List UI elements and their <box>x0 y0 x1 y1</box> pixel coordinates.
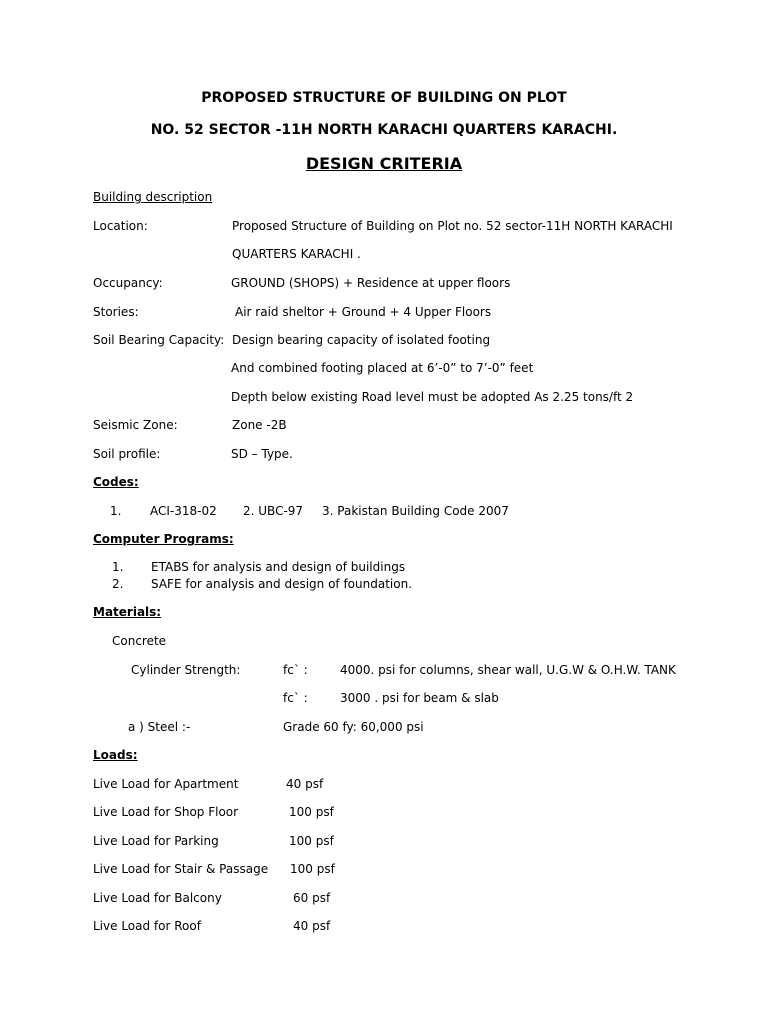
title-line-1: PROPOSED STRUCTURE OF BUILDING ON PLOT <box>201 90 567 106</box>
soil-bearing-line-2: And combined footing placed at 6’-0” to 7’-0” feet <box>231 361 534 375</box>
computer-programs-heading: Computer Programs: <box>93 532 234 546</box>
load-value-shop-floor: 100 psf <box>289 805 334 819</box>
load-value-stair-passage: 100 psf <box>290 862 335 876</box>
load-label-apartment: Live Load for Apartment <box>93 777 239 791</box>
title-line-2: NO. 52 SECTOR -11H NORTH KARACHI QUARTERS KARACHI. <box>150 122 618 138</box>
occupancy-value: GROUND (SHOPS) + Residence at upper floors <box>231 276 511 290</box>
steel-label: a ) Steel :- <box>128 720 191 734</box>
stories-label: Stories: <box>93 305 139 319</box>
load-value-roof: 40 psf <box>293 919 331 933</box>
steel-value: Grade 60 fy: 60,000 psi <box>283 720 424 734</box>
programs-item-2-number: 2. <box>112 577 124 591</box>
fc-symbol-1: fc` : <box>283 663 308 677</box>
occupancy-label: Occupancy: <box>93 276 163 290</box>
loads-heading: Loads: <box>93 748 138 762</box>
load-label-balcony: Live Load for Balcony <box>93 891 222 905</box>
soil-bearing-label: Soil Bearing Capacity: <box>93 333 225 347</box>
programs-item-1-number: 1. <box>112 560 124 574</box>
codes-item-2: 2. UBC-97 <box>243 504 304 518</box>
programs-item-1: ETABS for analysis and design of buildings <box>151 560 406 574</box>
codes-heading: Codes: <box>93 475 139 489</box>
fc-value-2: 3000 . psi for beam & slab <box>340 691 499 705</box>
fc-value-1: 4000. psi for columns, shear wall, U.G.W & O.H.W. TANK <box>340 663 676 677</box>
building-description-heading: Building description <box>93 190 213 204</box>
cylinder-strength-label: Cylinder Strength: <box>131 663 241 677</box>
location-value-line-2: QUARTERS KARACHI . <box>232 247 361 261</box>
location-value-line-1: Proposed Structure of Building on Plot no. 52 sector-11H NORTH KARACHI <box>232 219 673 233</box>
codes-item-1-number: 1. <box>110 504 122 518</box>
concrete-label: Concrete <box>112 634 167 648</box>
seismic-zone-value: Zone -2B <box>232 418 287 432</box>
soil-profile-label: Soil profile: <box>93 447 161 461</box>
programs-item-2: SAFE for analysis and design of foundation. <box>151 577 413 591</box>
load-value-balcony: 60 psf <box>293 891 331 905</box>
soil-profile-value: SD – Type. <box>231 447 293 461</box>
location-label: Location: <box>93 219 148 233</box>
load-value-parking: 100 psf <box>289 834 334 848</box>
load-label-roof: Live Load for Roof <box>93 919 201 933</box>
load-label-shop-floor: Live Load for Shop Floor <box>93 805 239 819</box>
load-label-stair-passage: Live Load for Stair & Passage <box>93 862 269 876</box>
seismic-zone-label: Seismic Zone: <box>93 418 178 432</box>
load-value-apartment: 40 psf <box>286 777 324 791</box>
codes-item-3: 3. Pakistan Building Code 2007 <box>322 504 509 518</box>
stories-value: Air raid sheltor + Ground + 4 Upper Floors <box>235 305 492 319</box>
soil-bearing-line-3: Depth below existing Road level must be adopted As 2.25 tons/ft 2 <box>231 390 634 404</box>
load-label-parking: Live Load for Parking <box>93 834 219 848</box>
materials-heading: Materials: <box>93 605 162 619</box>
soil-bearing-line-1: Design bearing capacity of isolated footing <box>232 333 491 347</box>
design-criteria-heading: DESIGN CRITERIA <box>305 154 463 173</box>
fc-symbol-2: fc` : <box>283 691 308 705</box>
codes-item-1: ACI-318-02 <box>150 504 217 518</box>
